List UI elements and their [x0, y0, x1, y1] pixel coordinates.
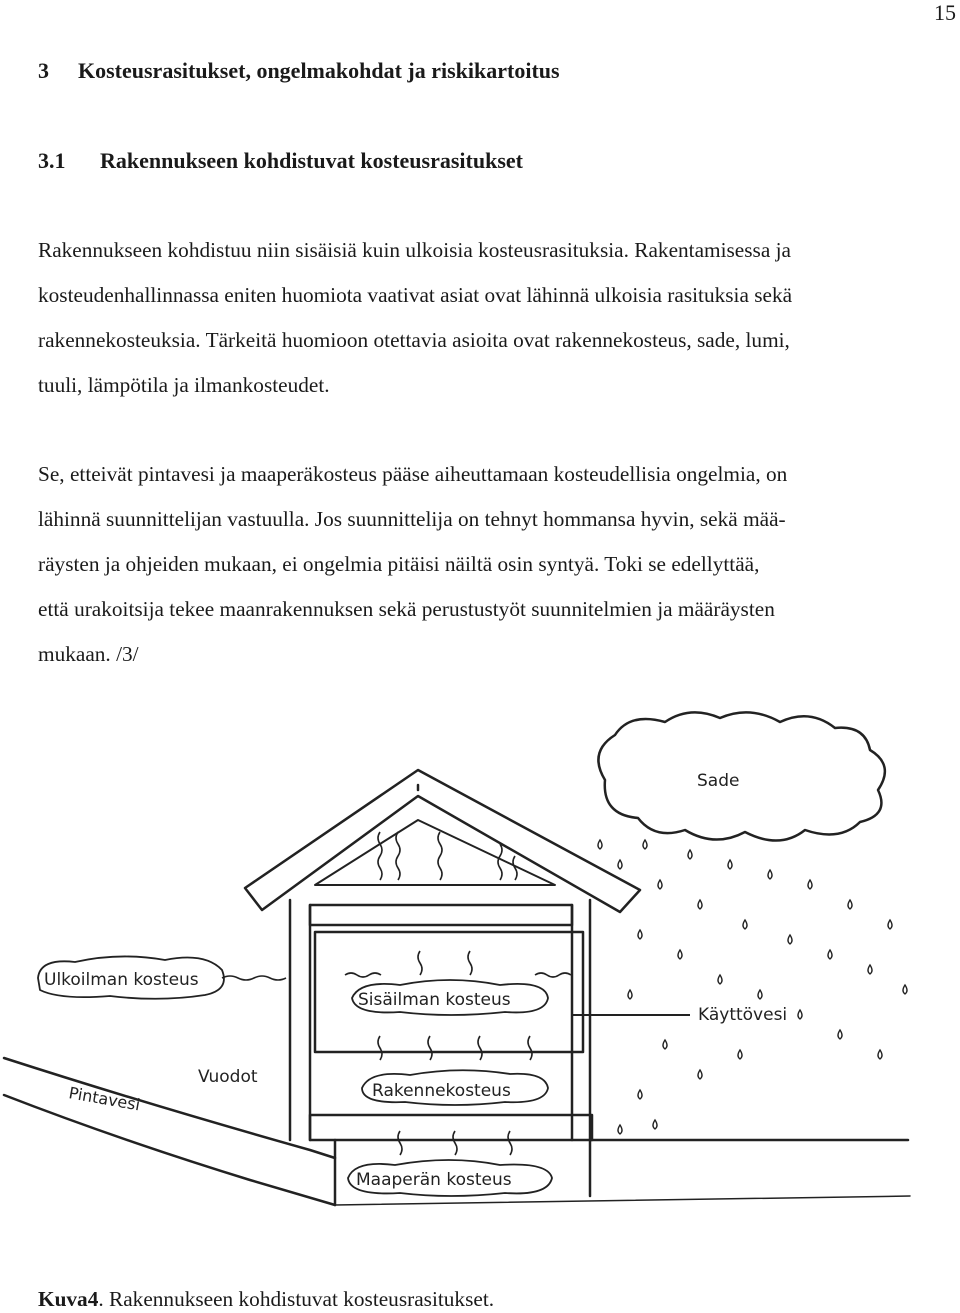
- caption-label: Kuva4: [38, 1287, 99, 1311]
- moisture-wave: [468, 951, 472, 975]
- label-leaks: Vuodot: [198, 1067, 258, 1087]
- raindrop: [718, 975, 722, 984]
- ground-bottom-line: [335, 1196, 910, 1205]
- moisture-wave: [345, 973, 381, 977]
- raindrop: [698, 1070, 702, 1079]
- cloud-shape: [598, 712, 884, 840]
- section-heading: [38, 58, 560, 84]
- raindrop: [758, 990, 762, 999]
- ceiling-slab: [310, 905, 572, 925]
- raindrop: [808, 880, 812, 889]
- raindrop: [743, 920, 747, 929]
- moisture-wave: [378, 832, 382, 880]
- raindrop: [838, 1030, 842, 1039]
- caption-text: . Rakennukseen kohdistuvat kosteusrasitukset.: [98, 1287, 495, 1311]
- text-line: räysten ja ohjeiden mukaan, ei ongelmia pitäisi näiltä osin syntyä. Toki se edellyttää,: [38, 552, 760, 576]
- raindrop: [638, 1090, 642, 1099]
- label-structural-moisture: Rakennekosteus: [372, 1081, 511, 1101]
- moisture-wave: [378, 1036, 382, 1060]
- page-number: 15: [934, 0, 956, 25]
- text-line: Rakennukseen kohdistuu niin sisäisiä kuin ulkoisia kosteusrasituksia. Rakentamisessa ja: [38, 238, 791, 262]
- raindrop: [618, 860, 622, 869]
- raindrop: [678, 950, 682, 959]
- raindrop: [828, 950, 832, 959]
- text-line: rakennekosteuksia. Tärkeitä huomioon otettavia asioita ovat rakennekosteus, sade, lumi,: [38, 328, 790, 352]
- raindrop: [698, 900, 702, 909]
- floor-slab: [310, 1115, 592, 1140]
- label-indoor-humidity: Sisäilman kosteus: [358, 990, 511, 1010]
- roof-outer: [245, 770, 640, 912]
- label-tap-water: Käyttövesi: [698, 1005, 788, 1025]
- raindrop: [688, 850, 692, 859]
- paragraph-2: [38, 452, 960, 677]
- moisture-wave: [428, 1036, 432, 1060]
- subsection-number: 3.1: [38, 148, 66, 173]
- moisture-wave: [478, 1036, 482, 1060]
- raindrop: [868, 965, 872, 974]
- raindrop: [618, 1125, 622, 1134]
- label-outdoor-humidity: Ulkoilman kosteus: [44, 970, 199, 990]
- moisture-wave: [528, 1036, 532, 1060]
- raindrop: [848, 900, 852, 909]
- raindrop: [738, 1050, 742, 1059]
- moisture-wave: [508, 1131, 512, 1155]
- text-line: mukaan. /3/: [38, 642, 139, 666]
- moisture-wave: [513, 856, 517, 880]
- label-soil-moisture: Maaperän kosteus: [356, 1170, 512, 1190]
- text-line: lähinnä suunnittelijan vastuulla. Jos suunnittelija on tehnyt hommansa hyvin, sekä mää-: [38, 507, 786, 531]
- label-surface-water: Pintavesi: [67, 1083, 142, 1115]
- figure-caption: [38, 1287, 494, 1312]
- ground-surface-line: [4, 1058, 335, 1158]
- label-rain: Sade: [697, 771, 740, 791]
- text-line: tuuli, lämpötila ja ilmankosteudet.: [38, 373, 330, 397]
- moisture-wave: [396, 832, 400, 880]
- raindrop: [638, 930, 642, 939]
- section-title: Kosteusrasitukset, ongelmakohdat ja riskikartoitus: [78, 58, 560, 83]
- raindrop: [643, 840, 647, 849]
- paragraph-1: [38, 228, 960, 408]
- raindrop: [663, 1040, 667, 1049]
- raindrop: [878, 1050, 882, 1059]
- raindrop: [628, 990, 632, 999]
- raindrop: [788, 935, 792, 944]
- attic-ceiling: [315, 820, 555, 885]
- moisture-diagram: [0, 700, 960, 1240]
- text-line: Se, etteivät pintavesi ja maaperäkosteus pääse aiheuttamaan kosteudellisia ongelmia, on: [38, 462, 788, 486]
- moisture-wave: [453, 1131, 457, 1155]
- raindrop: [903, 985, 907, 994]
- raindrop: [798, 1010, 802, 1019]
- moisture-wave: [498, 844, 502, 880]
- raindrop: [728, 860, 732, 869]
- moisture-wave: [438, 832, 442, 880]
- subsection-heading: [38, 148, 523, 174]
- raindrop: [768, 870, 772, 879]
- raindrop: [658, 880, 662, 889]
- moisture-wave: [535, 973, 571, 977]
- raindrop: [653, 1120, 657, 1129]
- subsection-title: Rakennukseen kohdistuvat kosteusrasitukset: [100, 148, 523, 173]
- moisture-wave: [398, 1131, 402, 1155]
- text-line: kosteudenhallinnassa eniten huomiota vaativat asiat ovat lähinnä ulkoisia rasituksia sekä: [38, 283, 793, 307]
- text-line: että urakoitsija tekee maanrakennuksen sekä perustustyöt suunnitelmien ja määräysten: [38, 597, 775, 621]
- moisture-wave: [222, 976, 286, 980]
- section-number: 3: [38, 58, 49, 83]
- terrain-slope-line: [4, 1095, 335, 1205]
- moisture-wave: [418, 951, 422, 975]
- raindrop: [598, 840, 602, 849]
- raindrop: [888, 920, 892, 929]
